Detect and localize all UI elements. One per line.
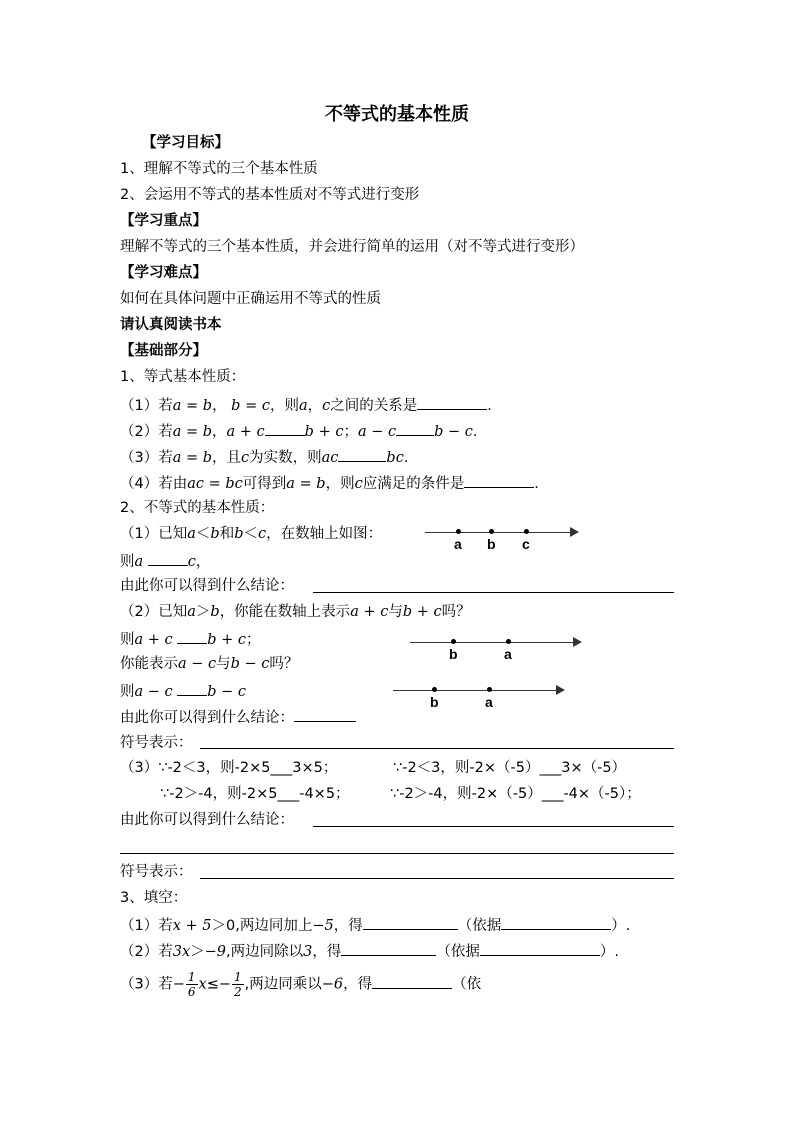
key-text: 理解不等式的三个基本性质，并会进行简单的运用（对不等式进行变形） (120, 239, 584, 255)
answer-line[interactable] (313, 826, 674, 827)
read-book-note: 请认真阅读书本 (120, 317, 222, 333)
point-label: b (487, 536, 496, 552)
fill-item-3: （3）若− $\frac{1}{6}$ x≤− $\frac{1}{2}$ ,两边同乘以−6，得 （依 (120, 970, 482, 999)
answer-blank[interactable] (294, 706, 356, 722)
property-2-ask: 你能表示a − c与b − c吗？ (120, 656, 299, 672)
property-2-prompt: （2）已知a＞b，你能在数轴上表示a + c与b + c吗？ (120, 604, 471, 620)
property-3-symbol: 符号表示： (120, 864, 193, 880)
property-2-then-2: 则a − c b − c (120, 680, 246, 702)
equality-item-1: （1）若a = b， b = c，则a，c之间的关系是 . (120, 394, 492, 416)
answer-blank[interactable] (148, 550, 188, 566)
basic-heading: 【基础部分】 (120, 343, 207, 359)
property-2-symbol: 符号表示： (120, 735, 193, 751)
inequality-title: 2、不等式的基本性质： (120, 500, 275, 516)
property-3-line-1a: （3）∵-2＜3，则-2×5___3×5； (120, 760, 338, 776)
point-label: a (504, 646, 512, 662)
point-b (451, 639, 456, 644)
page-title: 不等式的基本性质 (325, 104, 469, 125)
answer-line[interactable] (200, 878, 674, 879)
point-label: b (430, 694, 439, 710)
arrow-head-icon (573, 637, 582, 647)
number-line-axis (425, 532, 571, 533)
fill-item-2: （2）若3x＞−9,两边同除以3，得 （依据 ）. (120, 940, 619, 962)
answer-blank[interactable] (372, 973, 452, 989)
answer-line[interactable] (313, 592, 674, 593)
answer-blank[interactable] (396, 420, 434, 436)
goal-item: 2、会运用不等式的基本性质对不等式进行变形 (120, 187, 420, 203)
property-1-prompt: （1）已知a＜b和b＜c，在数轴上如图： (120, 526, 383, 542)
answer-blank[interactable] (265, 420, 305, 436)
key-heading: 【学习重点】 (120, 213, 207, 229)
answer-blank[interactable] (480, 940, 600, 956)
answer-blank[interactable] (417, 394, 487, 410)
point-b (432, 687, 437, 692)
point-label: b (449, 646, 458, 662)
property-1-then: 则a c， (120, 550, 210, 572)
number-line-axis (410, 642, 574, 643)
equality-item-4: （4）若由ac = bc可得到a = b，则c应满足的条件是 . (120, 472, 539, 494)
arrow-head-icon (556, 685, 565, 695)
goals-heading: 【学习目标】 (142, 135, 229, 151)
property-3-line-2a: ∵-2＞-4，则-2×5___-4×5； (160, 786, 350, 802)
number-line-axis (393, 690, 557, 691)
answer-line[interactable] (120, 853, 674, 854)
point-a (456, 529, 461, 534)
property-3-line-1b: ∵-2＜3，则-2×（-5）___3×（-5） (393, 760, 627, 776)
fill-item-1: （1）若x + 5＞0,两边同加上−5，得 （依据 ）. (120, 914, 630, 936)
answer-line[interactable] (200, 748, 674, 749)
equality-item-3: （3）若a = b，且c为实数，则ac bc. (120, 446, 408, 468)
difficulty-text: 如何在具体问题中正确运用不等式的性质 (120, 291, 381, 307)
difficulty-heading: 【学习难点】 (120, 265, 207, 281)
point-label: c (522, 536, 530, 552)
arrow-head-icon (570, 527, 579, 537)
point-label: a (454, 536, 462, 552)
equality-title: 1、等式基本性质： (120, 369, 246, 385)
point-c (524, 529, 529, 534)
point-a (506, 639, 511, 644)
property-3-line-2b: ∵-2＞-4，则-2×（-5）___-4×（-5）； (390, 786, 641, 802)
fill-title: 3、填空： (120, 890, 188, 906)
number-line-3 (393, 682, 565, 712)
property-2-then-1: 则a + c b + c； (120, 628, 261, 650)
answer-blank[interactable] (464, 472, 534, 488)
property-2-conclusion: 由此你可以得到什么结论： (120, 706, 356, 728)
point-a (487, 687, 492, 692)
fraction-one-half: $\frac{1}{2}$ (234, 970, 242, 999)
fraction-one-sixth: $\frac{1}{6}$ (187, 970, 196, 999)
answer-blank[interactable] (177, 628, 207, 644)
answer-blank[interactable] (338, 446, 386, 462)
property-1-conclusion: 由此你可以得到什么结论： (120, 578, 294, 594)
point-label: a (485, 694, 493, 710)
answer-blank[interactable] (363, 914, 458, 930)
property-3-conclusion: 由此你可以得到什么结论： (120, 812, 294, 828)
goal-item: 1、理解不等式的三个基本性质 (120, 161, 318, 177)
equality-item-2: （2）若a = b，a + c b + c；a − c b − c. (120, 420, 477, 442)
point-b (489, 529, 494, 534)
answer-blank[interactable] (501, 914, 611, 930)
number-line-2 (410, 634, 582, 664)
answer-blank[interactable] (341, 940, 436, 956)
answer-blank[interactable] (177, 680, 207, 696)
number-line-1 (425, 524, 579, 554)
